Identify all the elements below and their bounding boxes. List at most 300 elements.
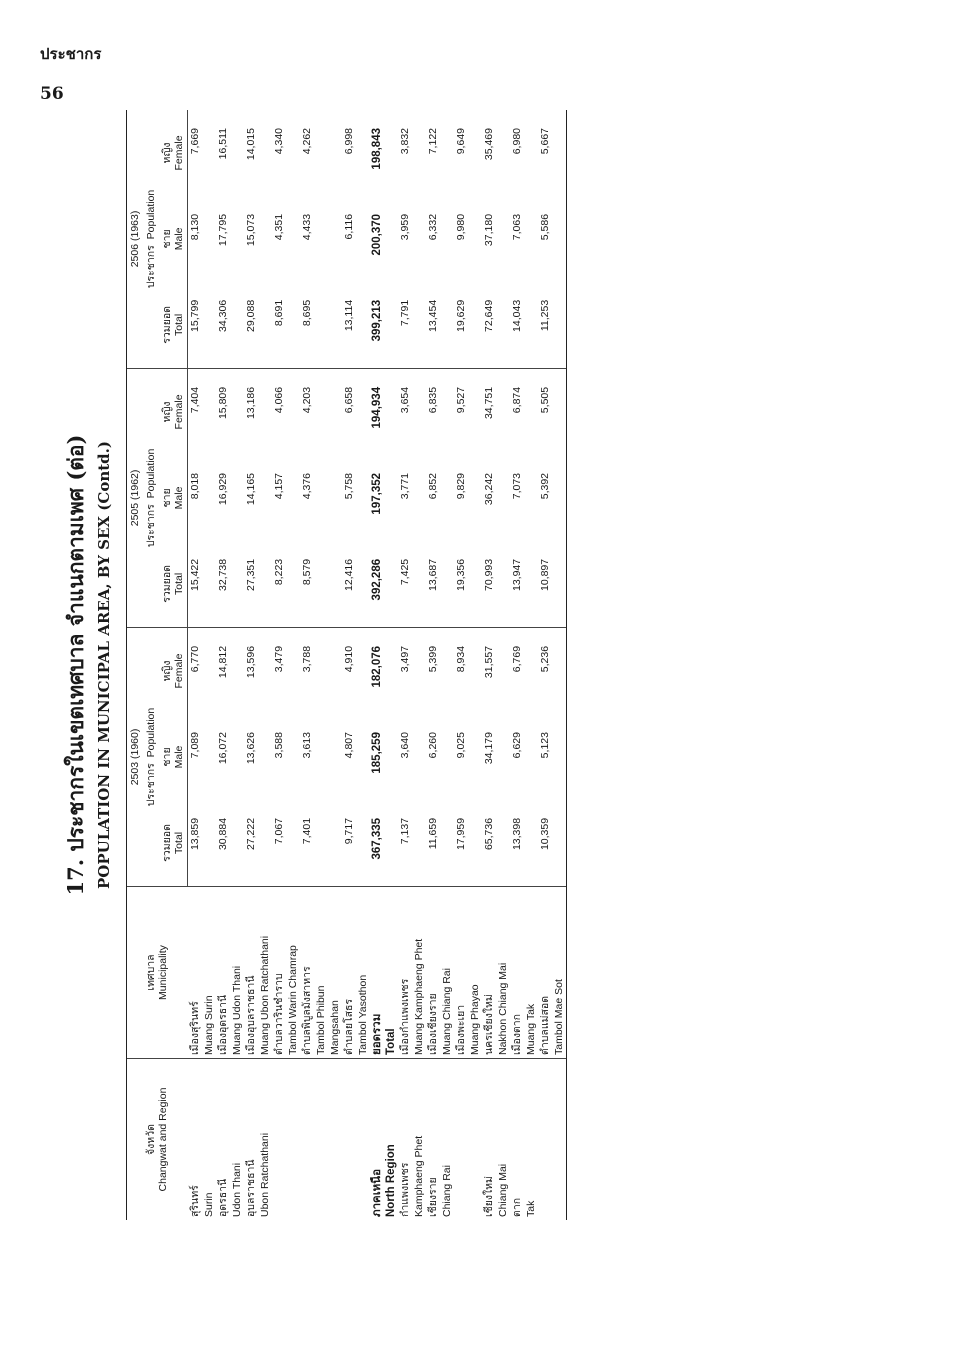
value-cell bbox=[328, 627, 342, 714]
municipality-cell: Nakhon Chiang Mai bbox=[496, 887, 510, 1059]
table-title bbox=[60, 110, 122, 1220]
value-cell: 4,807 bbox=[343, 732, 356, 759]
value-cell: 6,770 bbox=[189, 645, 202, 673]
municipality-cell: Tambol Yasothon bbox=[356, 887, 370, 1059]
value-cell: 4,066 bbox=[273, 386, 286, 414]
value-cell: 392,286 bbox=[370, 541, 384, 628]
municipality-cell: ยอดรวม bbox=[370, 887, 384, 1059]
value-cell: 6,835 bbox=[427, 386, 440, 414]
changwat-cell bbox=[314, 1059, 328, 1221]
value-cell bbox=[286, 282, 300, 369]
value-cell bbox=[328, 455, 342, 541]
table-row bbox=[230, 110, 244, 1220]
municipality-cell: นครเชียงใหม่ bbox=[482, 887, 496, 1059]
value-cell: 13,626 bbox=[245, 732, 258, 765]
value-cell: 32,738 bbox=[216, 541, 230, 628]
page-category: ประชากร bbox=[40, 45, 102, 63]
value-cell bbox=[552, 627, 567, 714]
value-cell: 6,980 bbox=[511, 128, 524, 155]
value-cell bbox=[524, 282, 538, 369]
table-row bbox=[328, 110, 342, 1220]
table-row bbox=[482, 110, 496, 1220]
value-cell: 27,351 bbox=[244, 541, 258, 628]
value-cell bbox=[258, 455, 272, 541]
value-cell: 30,884 bbox=[216, 800, 230, 887]
value-cell bbox=[468, 714, 482, 800]
value-cell bbox=[258, 368, 272, 455]
changwat-cell: Ubon Ratchathani bbox=[259, 1132, 272, 1217]
value-cell: 4,376 bbox=[301, 472, 314, 500]
value-cell: 72,649 bbox=[482, 282, 496, 369]
value-cell bbox=[412, 196, 426, 282]
value-cell bbox=[552, 455, 567, 541]
changwat-cell: Chiang Mai bbox=[497, 1163, 510, 1217]
value-cell bbox=[440, 714, 454, 800]
value-cell: 7,063 bbox=[511, 213, 524, 241]
value-cell bbox=[468, 368, 482, 455]
value-cell: 65,736 bbox=[482, 800, 496, 887]
value-cell bbox=[524, 455, 538, 541]
value-cell bbox=[384, 110, 398, 196]
value-cell: 35,469 bbox=[483, 128, 496, 161]
value-cell bbox=[384, 196, 398, 282]
value-cell bbox=[440, 541, 454, 628]
value-cell bbox=[314, 627, 328, 714]
value-cell: 16,511 bbox=[217, 128, 230, 160]
table-row bbox=[454, 110, 468, 1220]
table-row bbox=[188, 110, 203, 1220]
table-row bbox=[286, 110, 300, 1220]
value-cell: 7,404 bbox=[189, 386, 202, 414]
municipality-cell: Muang Phayao bbox=[468, 887, 482, 1059]
changwat-cell: เชียงใหม่ bbox=[483, 1176, 496, 1217]
value-cell bbox=[356, 714, 370, 800]
col-header-municipality: เทศบาล Municipality bbox=[127, 887, 188, 1059]
changwat-cell bbox=[552, 1059, 567, 1221]
value-cell bbox=[230, 455, 244, 541]
value-cell bbox=[328, 800, 342, 887]
value-cell: 367,335 bbox=[370, 800, 384, 887]
value-cell bbox=[314, 368, 328, 455]
value-cell bbox=[552, 196, 567, 282]
municipality-cell: Tambol Mae Sot bbox=[552, 887, 567, 1059]
value-cell bbox=[230, 282, 244, 369]
value-cell bbox=[314, 196, 328, 282]
municipality-cell: เมืองสุรินทร์ bbox=[188, 887, 203, 1059]
changwat-cell: Kamphaeng Phet bbox=[413, 1135, 426, 1217]
value-cell bbox=[230, 196, 244, 282]
table-row bbox=[496, 110, 510, 1220]
municipality-cell: เมืองอุบลราชธานี bbox=[244, 887, 258, 1059]
value-cell: 4,157 bbox=[273, 472, 286, 500]
page-number: 56 bbox=[40, 84, 64, 104]
value-cell bbox=[496, 282, 510, 369]
table-row bbox=[468, 110, 482, 1220]
table-row bbox=[538, 110, 552, 1220]
value-cell bbox=[496, 368, 510, 455]
value-cell: 7,073 bbox=[511, 472, 524, 500]
changwat-cell: สุรินทร์ bbox=[188, 1185, 201, 1217]
changwat-cell: Udon Thani bbox=[231, 1162, 244, 1217]
value-cell bbox=[230, 627, 244, 714]
municipality-cell: Total bbox=[384, 887, 398, 1059]
value-cell bbox=[230, 714, 244, 800]
changwat-cell: ภาคเหนือ bbox=[370, 1168, 383, 1217]
value-cell: 8,579 bbox=[300, 541, 314, 628]
value-cell bbox=[496, 541, 510, 628]
changwat-cell: อุดรธานี bbox=[217, 1178, 230, 1217]
value-cell: 5,758 bbox=[343, 472, 356, 500]
value-cell: 200,370 bbox=[370, 213, 383, 256]
value-cell bbox=[202, 110, 216, 196]
value-cell bbox=[468, 541, 482, 628]
value-cell bbox=[552, 800, 567, 887]
changwat-cell: อุบลราชธานี bbox=[245, 1159, 258, 1217]
value-cell: 3,771 bbox=[399, 472, 412, 500]
value-cell bbox=[496, 714, 510, 800]
municipality-cell: เมืองอุดรธานี bbox=[216, 887, 230, 1059]
value-cell bbox=[468, 282, 482, 369]
value-cell bbox=[496, 627, 510, 714]
changwat-cell bbox=[328, 1059, 342, 1221]
value-cell bbox=[202, 627, 216, 714]
value-cell bbox=[356, 282, 370, 369]
value-cell bbox=[230, 110, 244, 196]
value-cell bbox=[384, 282, 398, 369]
value-cell bbox=[468, 455, 482, 541]
value-cell: 13,947 bbox=[510, 541, 524, 628]
col-header-changwat: จังหวัด Changwat and Region bbox=[127, 1059, 188, 1221]
value-cell bbox=[524, 800, 538, 887]
value-cell bbox=[356, 110, 370, 196]
municipality-cell: ตำบลพิบูลมังสาหาร bbox=[300, 887, 314, 1059]
changwat-cell: North Region bbox=[384, 1144, 397, 1217]
value-cell: 36,242 bbox=[483, 472, 496, 506]
municipality-cell: ตำบลแม่สอด bbox=[538, 887, 552, 1059]
value-cell: 7,137 bbox=[398, 800, 412, 887]
changwat-cell bbox=[342, 1059, 356, 1221]
value-cell: 7,401 bbox=[300, 800, 314, 887]
table-row bbox=[398, 110, 412, 1220]
value-cell: 7,122 bbox=[427, 128, 440, 155]
value-cell: 37,180 bbox=[483, 213, 496, 247]
value-cell bbox=[328, 282, 342, 369]
value-cell: 7,425 bbox=[398, 541, 412, 628]
rotated-table-region bbox=[60, 110, 930, 1220]
value-cell: 6,332 bbox=[427, 213, 440, 241]
value-cell: 13,398 bbox=[510, 800, 524, 887]
value-cell bbox=[202, 541, 216, 628]
value-cell: 5,123 bbox=[539, 732, 552, 759]
value-cell bbox=[356, 455, 370, 541]
changwat-cell bbox=[286, 1059, 300, 1221]
value-cell: 3,613 bbox=[301, 732, 314, 759]
value-cell: 8,223 bbox=[272, 541, 286, 628]
value-cell bbox=[384, 714, 398, 800]
value-cell bbox=[552, 714, 567, 800]
value-cell: 9,649 bbox=[455, 128, 468, 155]
title-thai: 17. ประชากรในเขตเทศบาล จำแนกตามเพศ (ต่อ) bbox=[63, 434, 88, 896]
municipality-cell: Muang Udon Thani bbox=[230, 887, 244, 1059]
value-cell: 13,186 bbox=[245, 386, 258, 420]
value-cell: 6,116 bbox=[343, 213, 356, 240]
table-row bbox=[216, 110, 230, 1220]
value-cell: 6,260 bbox=[427, 732, 440, 759]
value-cell: 7,089 bbox=[189, 732, 202, 759]
municipality-cell: Tambol Warin Chamrap bbox=[286, 887, 300, 1059]
value-cell bbox=[258, 110, 272, 196]
value-cell bbox=[286, 627, 300, 714]
value-cell: 3,497 bbox=[399, 645, 412, 673]
value-cell bbox=[314, 541, 328, 628]
value-cell bbox=[328, 110, 342, 196]
value-cell: 4,910 bbox=[343, 645, 356, 673]
value-cell: 16,072 bbox=[217, 732, 230, 765]
value-cell bbox=[496, 800, 510, 887]
col-header-female: หญิง Female bbox=[159, 110, 188, 196]
value-cell bbox=[468, 800, 482, 887]
municipality-cell: เมืองกำแพงเพชร bbox=[398, 887, 412, 1059]
value-cell: 14,812 bbox=[217, 645, 230, 679]
value-cell: 8,691 bbox=[272, 282, 286, 369]
value-cell bbox=[202, 368, 216, 455]
value-cell: 7,669 bbox=[189, 128, 202, 155]
value-cell: 34,306 bbox=[216, 282, 230, 369]
value-cell bbox=[552, 110, 567, 196]
municipality-cell: ตำบลยโสธร bbox=[342, 887, 356, 1059]
changwat-cell: Tak bbox=[525, 1200, 538, 1217]
value-cell: 4,203 bbox=[301, 386, 314, 414]
value-cell: 9,025 bbox=[455, 732, 468, 759]
value-cell: 3,654 bbox=[399, 386, 412, 414]
value-cell: 29,088 bbox=[244, 282, 258, 369]
value-cell bbox=[258, 714, 272, 800]
value-cell: 6,658 bbox=[343, 386, 356, 414]
value-cell: 8,130 bbox=[189, 213, 202, 241]
value-cell bbox=[230, 368, 244, 455]
value-cell: 198,843 bbox=[370, 128, 383, 170]
value-cell bbox=[412, 368, 426, 455]
value-cell: 8,695 bbox=[300, 282, 314, 369]
value-cell: 6,998 bbox=[343, 128, 356, 155]
population-header: ประชากร Population bbox=[143, 368, 159, 627]
value-cell bbox=[314, 455, 328, 541]
value-cell bbox=[356, 541, 370, 628]
value-cell: 6,874 bbox=[511, 386, 524, 414]
value-cell bbox=[384, 455, 398, 541]
value-cell bbox=[440, 368, 454, 455]
value-cell: 13,596 bbox=[245, 645, 258, 679]
value-cell: 3,479 bbox=[273, 645, 286, 673]
value-cell bbox=[412, 541, 426, 628]
value-cell: 15,799 bbox=[188, 282, 203, 369]
table-row bbox=[272, 110, 286, 1220]
value-cell: 13,114 bbox=[342, 282, 356, 369]
population-table bbox=[126, 110, 567, 1220]
changwat-cell bbox=[272, 1059, 286, 1221]
value-cell: 34,751 bbox=[483, 386, 496, 420]
col-header-total: รวมยอด Total bbox=[159, 800, 188, 887]
value-cell: 3,588 bbox=[273, 732, 286, 759]
value-cell bbox=[384, 541, 398, 628]
value-cell: 34,179 bbox=[483, 732, 496, 765]
value-cell bbox=[258, 541, 272, 628]
value-cell: 19,629 bbox=[454, 282, 468, 369]
value-cell: 13,859 bbox=[188, 800, 203, 887]
value-cell bbox=[552, 282, 567, 369]
municipality-cell: Muang Kamphaeng Phet bbox=[412, 887, 426, 1059]
value-cell: 185,259 bbox=[370, 732, 383, 774]
value-cell bbox=[496, 196, 510, 282]
municipality-cell: เมืองพะเยา bbox=[454, 887, 468, 1059]
value-cell: 11,659 bbox=[426, 800, 440, 887]
table-row bbox=[356, 110, 370, 1220]
changwat-cell: Surin bbox=[203, 1192, 216, 1217]
changwat-cell: ตาก bbox=[511, 1197, 524, 1217]
title-english: POPULATION IN MUNICIPAL AREA, BY SEX (Contd.) bbox=[95, 441, 113, 889]
value-cell: 13,687 bbox=[426, 541, 440, 628]
municipality-cell: Muang Surin bbox=[202, 887, 216, 1059]
value-cell bbox=[202, 282, 216, 369]
value-cell bbox=[524, 196, 538, 282]
page-header bbox=[40, 42, 101, 104]
value-cell: 8,018 bbox=[189, 472, 202, 500]
value-cell bbox=[384, 627, 398, 714]
value-cell bbox=[384, 368, 398, 455]
table-row bbox=[384, 110, 398, 1220]
changwat-cell: เชียงราย bbox=[427, 1177, 440, 1217]
value-cell: 4,433 bbox=[301, 213, 314, 241]
value-cell bbox=[230, 541, 244, 628]
changwat-cell bbox=[538, 1059, 552, 1221]
col-header-female: หญิง Female bbox=[159, 627, 188, 714]
col-header-male: ชาย Male bbox=[159, 455, 188, 541]
value-cell bbox=[286, 368, 300, 455]
value-cell bbox=[258, 627, 272, 714]
value-cell bbox=[286, 110, 300, 196]
value-cell bbox=[328, 714, 342, 800]
value-cell: 14,165 bbox=[245, 472, 258, 506]
value-cell bbox=[384, 800, 398, 887]
table-row bbox=[426, 110, 440, 1220]
value-cell: 7,791 bbox=[398, 282, 412, 369]
value-cell bbox=[440, 455, 454, 541]
value-cell bbox=[314, 110, 328, 196]
changwat-cell: กำแพงเพชร bbox=[399, 1162, 412, 1217]
value-cell: 9,717 bbox=[342, 800, 356, 887]
value-cell bbox=[286, 800, 300, 887]
table-row bbox=[552, 110, 567, 1220]
value-cell bbox=[468, 110, 482, 196]
value-cell bbox=[314, 800, 328, 887]
col-header-total: รวมยอด Total bbox=[159, 282, 188, 369]
value-cell bbox=[440, 110, 454, 196]
value-cell: 5,392 bbox=[539, 472, 552, 500]
value-cell: 15,073 bbox=[245, 213, 258, 247]
value-cell bbox=[412, 800, 426, 887]
value-cell bbox=[552, 368, 567, 455]
value-cell: 70,993 bbox=[482, 541, 496, 628]
municipality-cell: Muang Ubon Ratchathani bbox=[258, 887, 272, 1059]
changwat-cell bbox=[454, 1059, 468, 1221]
value-cell: 11,253 bbox=[538, 282, 552, 369]
value-cell bbox=[356, 368, 370, 455]
value-cell: 8,934 bbox=[455, 645, 468, 673]
value-cell: 5,505 bbox=[539, 386, 552, 414]
value-cell: 399,213 bbox=[370, 282, 384, 369]
value-cell bbox=[328, 541, 342, 628]
value-cell bbox=[286, 196, 300, 282]
value-cell bbox=[356, 800, 370, 887]
value-cell: 10,897 bbox=[538, 541, 552, 628]
changwat-cell bbox=[356, 1059, 370, 1221]
table-row bbox=[342, 110, 356, 1220]
value-cell: 19,356 bbox=[454, 541, 468, 628]
value-cell: 3,788 bbox=[301, 645, 314, 673]
table-row bbox=[510, 110, 524, 1220]
value-cell bbox=[524, 110, 538, 196]
value-cell: 6,769 bbox=[511, 645, 524, 673]
year-header-1963: 2506 (1963) bbox=[127, 110, 144, 368]
table-row bbox=[314, 110, 328, 1220]
changwat-cell bbox=[300, 1059, 314, 1221]
value-cell bbox=[468, 196, 482, 282]
value-cell bbox=[412, 110, 426, 196]
value-cell: 10,359 bbox=[538, 800, 552, 887]
value-cell bbox=[496, 110, 510, 196]
table-row bbox=[244, 110, 258, 1220]
table-body bbox=[188, 110, 567, 1220]
value-cell: 13,454 bbox=[426, 282, 440, 369]
value-cell: 15,422 bbox=[188, 541, 203, 628]
value-cell bbox=[440, 800, 454, 887]
value-cell bbox=[440, 196, 454, 282]
value-cell: 197,352 bbox=[370, 472, 383, 515]
value-cell bbox=[552, 541, 567, 628]
value-cell: 9,980 bbox=[455, 213, 468, 241]
value-cell bbox=[258, 196, 272, 282]
value-cell: 31,557 bbox=[483, 645, 496, 679]
value-cell bbox=[314, 282, 328, 369]
value-cell: 5,586 bbox=[539, 213, 552, 241]
municipality-cell: ตำบลวารินชำราบ bbox=[272, 887, 286, 1059]
value-cell: 5,667 bbox=[539, 128, 552, 155]
value-cell: 17,795 bbox=[217, 213, 230, 247]
value-cell bbox=[412, 282, 426, 369]
value-cell: 3,959 bbox=[399, 213, 412, 241]
municipality-cell: เมืองตาก bbox=[510, 887, 524, 1059]
value-cell: 3,832 bbox=[399, 128, 412, 155]
value-cell: 9,527 bbox=[455, 386, 468, 414]
value-cell bbox=[258, 800, 272, 887]
population-header: ประชากร Population bbox=[143, 110, 159, 368]
value-cell: 27,222 bbox=[244, 800, 258, 887]
value-cell bbox=[328, 196, 342, 282]
value-cell: 12,416 bbox=[342, 541, 356, 628]
value-cell bbox=[412, 714, 426, 800]
value-cell: 16,929 bbox=[217, 472, 230, 506]
municipality-cell: Muang Chiang Rai bbox=[440, 887, 454, 1059]
value-cell bbox=[202, 714, 216, 800]
value-cell bbox=[230, 800, 244, 887]
value-cell: 6,852 bbox=[427, 472, 440, 500]
col-header-male: ชาย Male bbox=[159, 196, 188, 282]
value-cell bbox=[440, 282, 454, 369]
table-row bbox=[440, 110, 454, 1220]
table-row bbox=[300, 110, 314, 1220]
value-cell bbox=[328, 368, 342, 455]
year-header-1962: 2505 (1962) bbox=[127, 368, 144, 627]
